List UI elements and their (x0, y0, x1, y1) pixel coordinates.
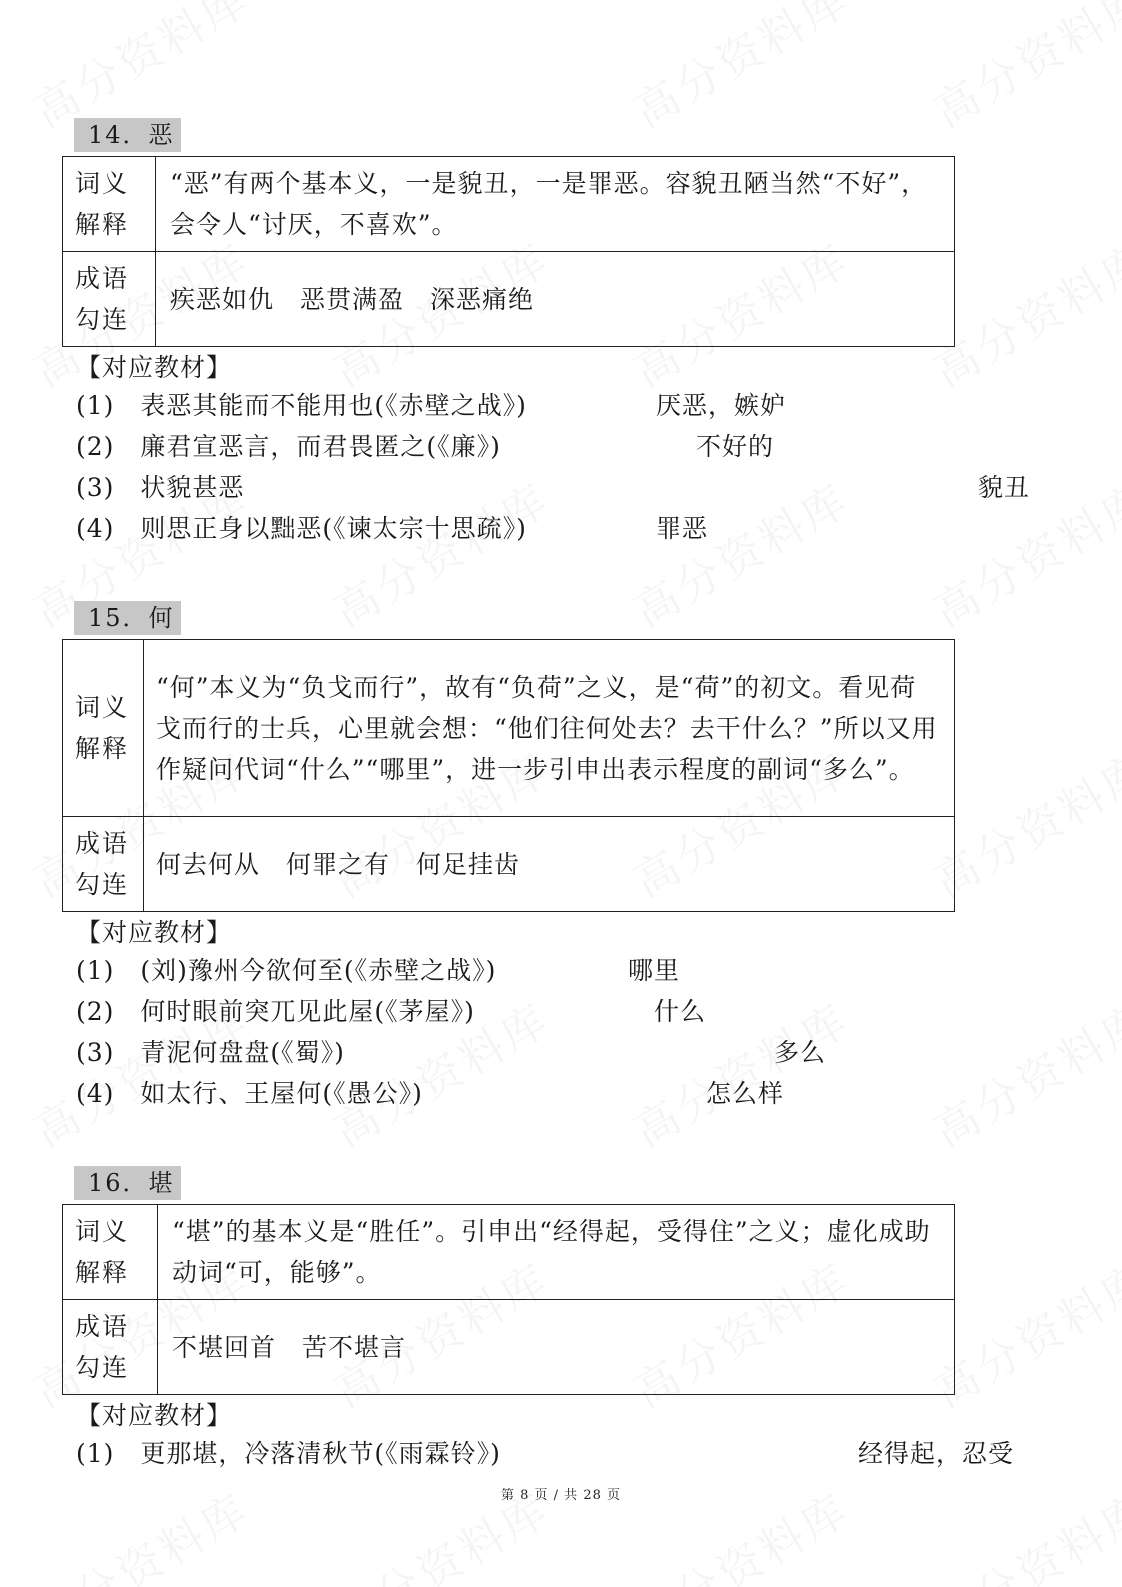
example-item (62, 467, 1031, 508)
example-sentence: (2) 何时眼前突兀见此屋(《茅屋》) (76, 997, 475, 1026)
example-meaning: 经得起，忍受 (858, 1439, 1015, 1468)
example-sentence: (4) 如太行、王屋何(《愚公》) (76, 1079, 423, 1108)
example-item (62, 508, 962, 549)
example-item (62, 385, 962, 426)
example-meaning: 哪里 (628, 956, 681, 985)
example-item (62, 1032, 962, 1073)
example-item (62, 991, 962, 1032)
definition-label: 词义解释 (63, 640, 144, 817)
definition-text: “何”本义为“负戈而行”，故有“负荷”之义，是“荷”的初文。看见荷戈而行的士兵，心里就会想：“他们往何处去？去干什么？”所以又用作疑问代词“什么”“哪里”，进一步引申出表示程度的副词“多么”。 (144, 640, 955, 817)
example-sentence: (4) 则思正身以黜恶(《谏太宗十思疏》) (76, 514, 527, 543)
section-heading: 14．恶 (74, 118, 181, 152)
example-sentence: (3) 状貌甚恶 (76, 473, 245, 502)
example-item (62, 950, 962, 991)
idiom-list: 何去何从 何罪之有 何足挂齿 (144, 817, 955, 912)
idiom-label: 成语勾连 (63, 1300, 158, 1395)
definition-text: “恶”有两个基本义，一是貌丑，一是罪恶。容貌丑陋当然“不好”，会令人“讨厌，不喜欢”。 (156, 157, 955, 252)
example-item (62, 426, 962, 467)
example-sentence: (1) 更那堪，冷落清秋节(《雨霖铃》) (76, 1439, 501, 1468)
idiom-list: 疾恶如仇 恶贯满盈 深恶痛绝 (156, 252, 955, 347)
idiom-row (63, 817, 955, 912)
definition-table (62, 1204, 955, 1395)
example-meaning: 不好的 (696, 432, 775, 461)
examples-title: 【对应教材】 (76, 353, 233, 382)
example-item (62, 1433, 1015, 1474)
examples-title: 【对应教材】 (76, 918, 233, 947)
section-heading: 16．堪 (74, 1166, 181, 1200)
example-meaning: 多么 (774, 1038, 827, 1067)
example-sentence: (3) 青泥何盘盘(《蜀》) (76, 1038, 345, 1067)
section-15 (62, 601, 962, 1114)
example-item (62, 1073, 962, 1114)
definition-row (63, 157, 955, 252)
idiom-row (63, 252, 955, 347)
definition-row (63, 1205, 955, 1300)
example-meaning: 什么 (654, 997, 707, 1026)
example-meaning: 厌恶，嫉妒 (656, 391, 787, 420)
example-sentence: (2) 廉君宣恶言，而君畏匿之(《廉》) (76, 432, 501, 461)
example-meaning: 罪恶 (656, 514, 709, 543)
definition-table (62, 156, 955, 347)
section-16 (62, 1166, 1015, 1474)
definition-label: 词义解释 (63, 1205, 158, 1300)
example-sentence: (1) 表恶其能而不能用也(《赤壁之战》) (76, 391, 527, 420)
idiom-list: 不堪回首 苦不堪言 (158, 1300, 955, 1395)
definition-label: 词义解释 (63, 157, 156, 252)
example-meaning: 貌丑 (978, 473, 1031, 502)
example-sentence: (1) (刘)豫州今欲何至(《赤壁之战》) (76, 956, 497, 985)
idiom-row (63, 1300, 955, 1395)
page-footer: 第 8 页 / 共 28 页 (501, 1488, 621, 1503)
section-14 (62, 118, 1031, 549)
idiom-label: 成语勾连 (63, 817, 144, 912)
section-heading: 15．何 (74, 601, 181, 635)
definition-table (62, 639, 955, 912)
idiom-label: 成语勾连 (63, 252, 156, 347)
definition-text: “堪”的基本义是“胜任”。引申出“经得起，受得住”之义；虚化成助动词“可，能够”。 (158, 1205, 955, 1300)
example-meaning: 怎么样 (706, 1079, 785, 1108)
examples-title: 【对应教材】 (76, 1401, 233, 1430)
definition-row (63, 640, 955, 817)
